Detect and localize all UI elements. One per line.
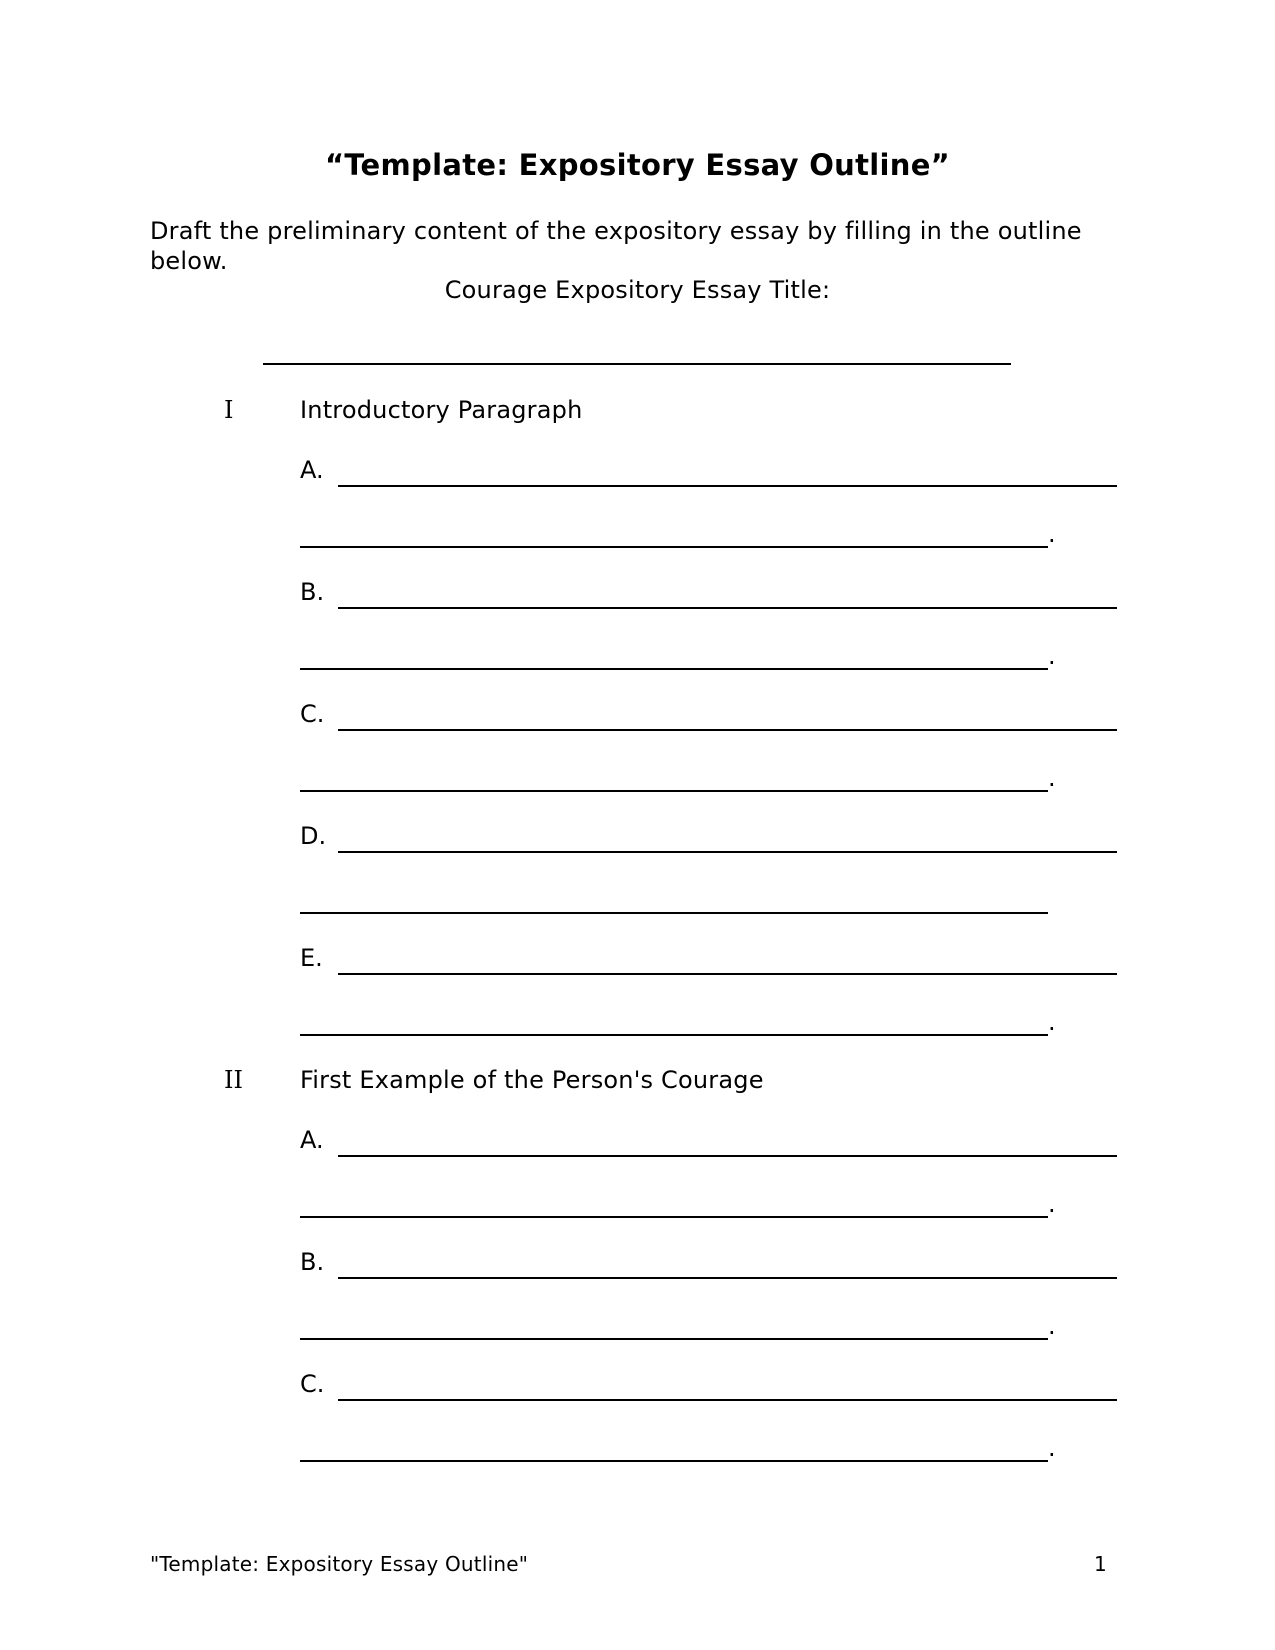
item-period: . <box>1048 642 1056 670</box>
item-continuation-line[interactable] <box>300 1460 1048 1462</box>
section-numeral: I <box>224 396 234 424</box>
item-blank-line[interactable] <box>338 851 1117 853</box>
item-blank-line[interactable] <box>338 1277 1117 1279</box>
item-blank-line[interactable] <box>338 729 1117 731</box>
item-continuation-line[interactable] <box>300 1216 1048 1218</box>
item-blank-line[interactable] <box>338 1155 1117 1157</box>
item-letter: B. <box>300 578 325 606</box>
item-period: . <box>1048 520 1056 548</box>
document-title: “Template: Expository Essay Outline” <box>324 148 951 182</box>
footer-title: "Template: Expository Essay Outline" <box>150 1552 529 1576</box>
section-heading: First Example of the Person's Courage <box>300 1066 764 1094</box>
item-period: . <box>1048 1190 1056 1218</box>
item-letter: E. <box>300 944 323 972</box>
item-blank-line[interactable] <box>338 1399 1117 1401</box>
item-continuation-line[interactable] <box>300 546 1048 548</box>
section-heading: Introductory Paragraph <box>300 396 583 424</box>
item-blank-line[interactable] <box>338 485 1117 487</box>
item-letter: C. <box>300 1370 325 1398</box>
item-continuation-line[interactable] <box>300 1034 1048 1036</box>
item-letter: A. <box>300 456 324 484</box>
item-continuation-line[interactable] <box>300 912 1048 914</box>
page-number: 1 <box>1094 1552 1107 1576</box>
item-period: . <box>1048 1312 1056 1340</box>
item-letter: B. <box>300 1248 325 1276</box>
item-blank-line[interactable] <box>338 607 1117 609</box>
instructions-text: Draft the preliminary content of the expository essay by filling in the outline below. <box>150 217 1082 275</box>
item-continuation-line[interactable] <box>300 668 1048 670</box>
item-letter: A. <box>300 1126 324 1154</box>
item-period: . <box>1048 764 1056 792</box>
item-continuation-line[interactable] <box>300 1338 1048 1340</box>
item-letter: C. <box>300 700 325 728</box>
essay-title-blank-line[interactable] <box>263 363 1011 365</box>
item-continuation-line[interactable] <box>300 790 1048 792</box>
item-letter: D. <box>300 822 327 850</box>
essay-title-label: Courage Expository Essay Title: <box>444 276 831 304</box>
section-numeral: II <box>224 1066 243 1094</box>
item-period: . <box>1048 1008 1056 1036</box>
item-period: . <box>1048 1434 1056 1462</box>
item-blank-line[interactable] <box>338 973 1117 975</box>
